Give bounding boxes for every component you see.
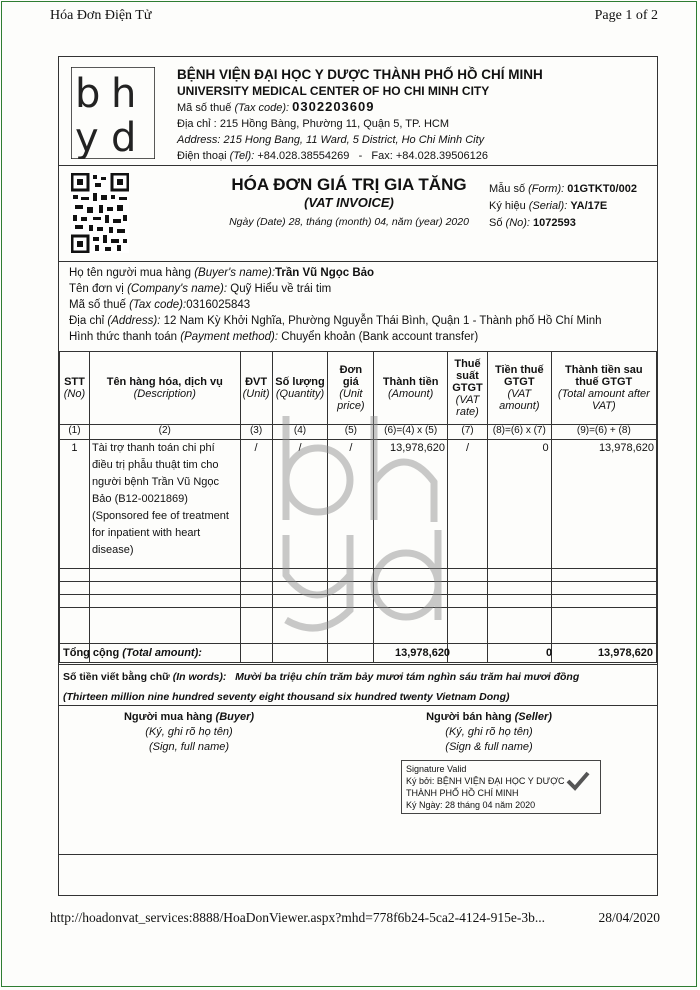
invoice-form: Mẫu số (Form): 01GTKT0/002 bbox=[489, 183, 637, 195]
words-en: (Thirteen million nine hundred seventy eight thousand six hundred twenty Vietnam Dong) bbox=[63, 691, 510, 703]
col-header: Tên hàng hóa, dịch vụ (Description) bbox=[89, 352, 240, 425]
col-header: Đơn giá (Unit price) bbox=[328, 352, 374, 425]
signature-area bbox=[59, 705, 657, 855]
seller-fax: +84.028.39506126 bbox=[395, 150, 488, 162]
buyer-name-line: Họ tên người mua hàng (Buyer's name):Trần Vũ Ngọc Bảo bbox=[69, 267, 375, 279]
invoice-serial: Ký hiệu (Serial): YA/17E bbox=[489, 200, 608, 212]
qr-code bbox=[71, 173, 129, 253]
print-header bbox=[50, 8, 658, 24]
words-vn: Mười ba triệu chín trăm bảy mươi tám nghìn sáu trăm hai mươi đồng bbox=[235, 671, 580, 683]
invoice-serial-block bbox=[489, 181, 637, 232]
print-header-title: Hóa Đơn Điện Tử bbox=[50, 8, 152, 23]
col-header: Tiền thuế GTGT (VAT amount) bbox=[487, 352, 551, 425]
invoice-title-vn: HÓA ĐƠN GIÁ TRỊ GIA TĂNG bbox=[231, 175, 467, 194]
seller-phone: +84.028.38554269 bbox=[257, 150, 350, 162]
hospital-logo bbox=[71, 67, 155, 159]
row-vat-rate: / bbox=[448, 440, 488, 569]
col-header: Thành tiền sau thuế GTGT (Total amount after VAT) bbox=[551, 352, 656, 425]
invoice-sheet bbox=[58, 56, 658, 896]
col-header: ĐVT (Unit) bbox=[240, 352, 272, 425]
seller-name-en: UNIVERSITY MEDICAL CENTER OF HO CHI MINH CITY bbox=[177, 84, 490, 98]
col-header: Số lượng (Quantity) bbox=[272, 352, 328, 425]
amount-in-words: Số tiền viết bằng chữ (In words): Mười ba triệu chín trăm bảy mươi tám nghìn sáu trăm hai mươi đồng (Thirteen million nine hundred seventy eight thousand six hundred twenty Vietnam Dong) bbox=[63, 671, 580, 703]
footer-date: 28/04/2020 bbox=[598, 910, 660, 925]
logo-letter-y: y bbox=[75, 115, 99, 159]
print-footer bbox=[50, 910, 660, 926]
col-header: Thuế suất GTGT (VAT rate) bbox=[448, 352, 488, 425]
footer-url[interactable]: http://hoadonvat_services:8888/HoaDonViewer.aspx?mhd=778f6b24-5ca2-4124-915e-3b... bbox=[50, 910, 545, 925]
buyer-company: Quỹ Hiểu về trái tim bbox=[230, 283, 332, 295]
table-index-row: (1) (2) (3) (4) (5) (6)=(4) x (5) (7) (8)=(6) x (7) (9)=(6) + (8) bbox=[60, 425, 657, 440]
buyer-company-line: Tên đơn vị (Company's name): Quỹ Hiểu về trái tim bbox=[69, 283, 332, 295]
logo-letter-d: d bbox=[111, 115, 137, 159]
invoice-title-block bbox=[209, 175, 489, 228]
buyer-address: 12 Nam Kỳ Khởi Nghĩa, Phường Nguyễn Thái Bình, Quận 1 - Thành phố Hồ Chí Minh bbox=[163, 315, 602, 327]
total-vat: 0 bbox=[546, 647, 553, 659]
buyer-tax: 0316025843 bbox=[186, 299, 251, 311]
row-unit: / bbox=[240, 440, 272, 569]
buyer-info bbox=[59, 261, 657, 352]
payment-method: Chuyển khoản (Bank account transfer) bbox=[281, 331, 479, 343]
total-amount: 13,978,620 bbox=[395, 647, 451, 659]
row-qty: / bbox=[272, 440, 328, 569]
invoice-number: Số (No): 1072593 bbox=[489, 217, 576, 229]
seller-address-en: Address: 215 Hong Bang, 11 Ward, 5 District, Ho Chi Minh City bbox=[177, 134, 485, 146]
seller-name-vn: BỆNH VIỆN ĐẠI HỌC Y DƯỢC THÀNH PHỐ HỒ CHÍ MINH bbox=[177, 67, 543, 82]
total-row bbox=[59, 643, 657, 665]
total-label: Tổng cộng (Total amount): bbox=[63, 647, 202, 659]
seller-tax-code: 0302203609 bbox=[292, 99, 375, 114]
digital-signature-stamp: Signature Valid Ký bởi: BỆNH VIỆN ĐẠI HỌC Y DƯỢC THÀNH PHỐ HỒ CHÍ MINH Ký Ngày: 28 tháng 04 năm 2020 bbox=[401, 760, 601, 814]
invoice-date: Ngày (Date) 28, tháng (month) 04, năm (year) 2020 bbox=[229, 216, 469, 228]
total-after-vat: 13,978,620 bbox=[597, 647, 653, 659]
row-price: / bbox=[328, 440, 374, 569]
seller-header bbox=[59, 57, 657, 166]
buyer-tax-line: Mã số thuế (Tax code):0316025843 bbox=[69, 299, 251, 311]
buyer-name: Trần Vũ Ngọc Bảo bbox=[275, 267, 375, 279]
seller-info bbox=[177, 67, 543, 164]
col-header: STT (No) bbox=[60, 352, 90, 425]
logo-letter-h: h bbox=[111, 71, 137, 117]
row-vat-amount: 0 bbox=[487, 440, 551, 569]
page-number: Page 1 of 2 bbox=[594, 8, 658, 23]
invoice-title-row bbox=[59, 165, 657, 262]
row-total: 13,978,620 bbox=[551, 440, 656, 569]
buyer-payment-line: Hình thức thanh toán (Payment method): Chuyển khoản (Bank account transfer) bbox=[69, 331, 479, 343]
logo-letter-b: b bbox=[75, 71, 101, 117]
buyer-address-line: Địa chỉ (Address): 12 Nam Kỳ Khởi Nghĩa, Phường Nguyễn Thái Bình, Quận 1 - Thành phố Hồ Chí Minh bbox=[69, 315, 602, 327]
seller-phone-line: Điện thoại (Tel): +84.028.38554269 - Fax: +84.028.39506126 bbox=[177, 150, 488, 162]
seller-address-vn: Địa chỉ : 215 Hồng Bàng, Phường 11, Quận 5, TP. HCM bbox=[177, 118, 450, 130]
row-no: 1 bbox=[60, 440, 90, 569]
invoice-title-en: (VAT INVOICE) bbox=[304, 195, 394, 210]
buyer-signature: Người mua hàng (Buyer) (Ký, ghi rõ họ tên) (Sign, full name) bbox=[123, 711, 255, 753]
row-description: Tài trợ thanh toán chi phí điều trị phẫu thuật tim cho người bệnh Trần Vũ Ngọc Bảo (B12-0021869) (Sponsored fee of treatment for inpatient with heart disease) bbox=[89, 440, 240, 569]
seller-tax-line: Mã số thuế (Tax code): 0302203609 bbox=[177, 99, 375, 114]
col-header: Thành tiền (Amount) bbox=[374, 352, 448, 425]
logo-watermark bbox=[264, 410, 454, 640]
checkmark-icon bbox=[566, 771, 590, 791]
seller-signature: Người bán hàng (Seller) (Ký, ghi rõ họ tên) (Sign & full name) bbox=[426, 711, 552, 753]
row-amount: 13,978,620 bbox=[374, 440, 448, 569]
